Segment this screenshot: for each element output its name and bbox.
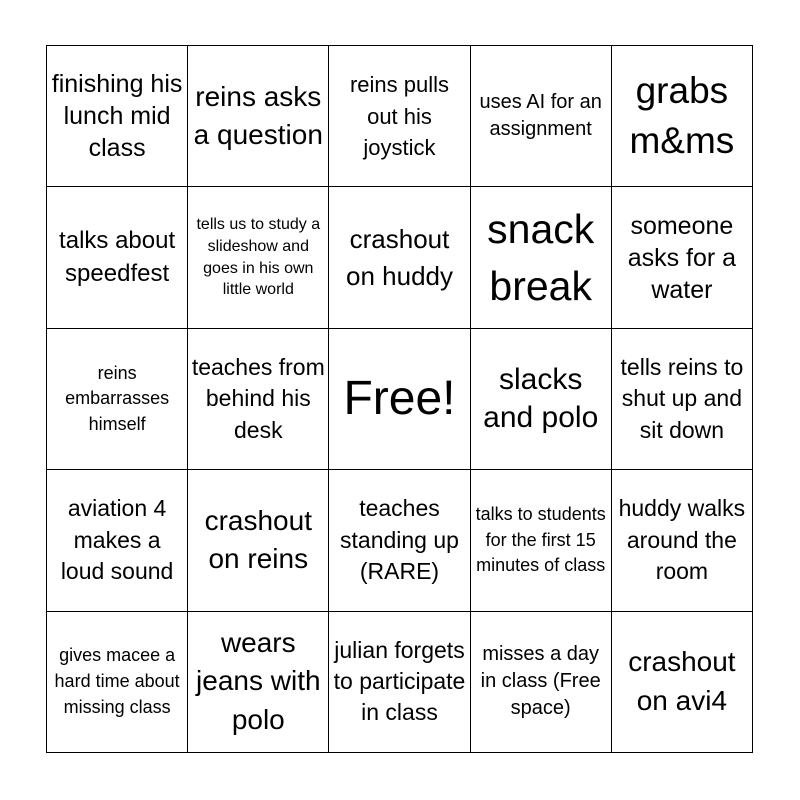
bingo-cell[interactable] bbox=[471, 187, 612, 328]
bingo-cell-text: aviation 4 makes a loud sound bbox=[60, 495, 174, 585]
bingo-cell-text: crashout on reins bbox=[204, 504, 312, 575]
bingo-cell-text: grabs m&ms bbox=[629, 70, 735, 162]
bingo-cell[interactable] bbox=[471, 470, 612, 611]
bingo-cell-text: wears jeans with polo bbox=[196, 626, 321, 736]
bingo-cell-text: tells us to study a slideshow and goes in his own little world bbox=[196, 216, 321, 299]
bingo-cell-text: uses AI for an assignment bbox=[479, 91, 602, 141]
bingo-cell[interactable] bbox=[188, 612, 329, 753]
bingo-board bbox=[46, 45, 753, 753]
bingo-cell-text: tells reins to shut up and sit down bbox=[620, 354, 744, 443]
bingo-cell-text: reins embarrasses himself bbox=[65, 362, 170, 434]
bingo-cell[interactable] bbox=[612, 187, 753, 328]
bingo-cell[interactable] bbox=[47, 187, 188, 328]
bingo-cell-text: someone asks for a water bbox=[627, 211, 737, 304]
bingo-cell-text: julian forgets to participate in class bbox=[333, 636, 466, 726]
bingo-cell-text: slacks and polo bbox=[483, 363, 599, 434]
bingo-cell[interactable] bbox=[47, 470, 188, 611]
bingo-cell-text: reins asks a question bbox=[193, 80, 323, 151]
bingo-cell-text: gives macee a hard time about missing class bbox=[54, 645, 180, 717]
bingo-cell[interactable] bbox=[47, 612, 188, 753]
bingo-cell-text: snack break bbox=[487, 206, 595, 309]
bingo-cell[interactable] bbox=[471, 612, 612, 753]
bingo-cell[interactable] bbox=[329, 470, 470, 611]
bingo-cell-text: misses a day in class (Free space) bbox=[480, 643, 601, 720]
bingo-cell-text: talks to students for the first 15 minutes of class bbox=[475, 504, 606, 576]
bingo-cell-text: teaches standing up (RARE) bbox=[340, 495, 459, 585]
bingo-cell[interactable] bbox=[612, 612, 753, 753]
bingo-cell[interactable] bbox=[47, 46, 188, 187]
bingo-cell[interactable] bbox=[188, 46, 329, 187]
bingo-free-space[interactable] bbox=[329, 329, 470, 470]
bingo-cell[interactable] bbox=[47, 329, 188, 470]
bingo-cell-text: crashout on avi4 bbox=[628, 646, 736, 716]
bingo-cell-text: Free! bbox=[343, 372, 456, 426]
bingo-cell-text: huddy walks around the room bbox=[618, 495, 746, 585]
bingo-cell[interactable] bbox=[471, 329, 612, 470]
bingo-cell-text: crashout on huddy bbox=[346, 223, 453, 291]
bingo-cell[interactable] bbox=[612, 46, 753, 187]
bingo-cell[interactable] bbox=[329, 46, 470, 187]
bingo-cell-text: talks about speedfest bbox=[59, 227, 176, 287]
bingo-cell-text: teaches from behind his desk bbox=[191, 354, 325, 443]
bingo-cell[interactable] bbox=[188, 470, 329, 611]
bingo-cell[interactable] bbox=[612, 470, 753, 611]
bingo-cell[interactable] bbox=[329, 612, 470, 753]
bingo-cell[interactable] bbox=[471, 46, 612, 187]
bingo-cell[interactable] bbox=[329, 187, 470, 328]
bingo-cell[interactable] bbox=[188, 329, 329, 470]
bingo-cell-text: reins pulls out his joystick bbox=[349, 72, 450, 160]
bingo-cell[interactable] bbox=[188, 187, 329, 328]
bingo-cell[interactable] bbox=[612, 329, 753, 470]
bingo-cell-text: finishing his lunch mid class bbox=[51, 70, 183, 163]
